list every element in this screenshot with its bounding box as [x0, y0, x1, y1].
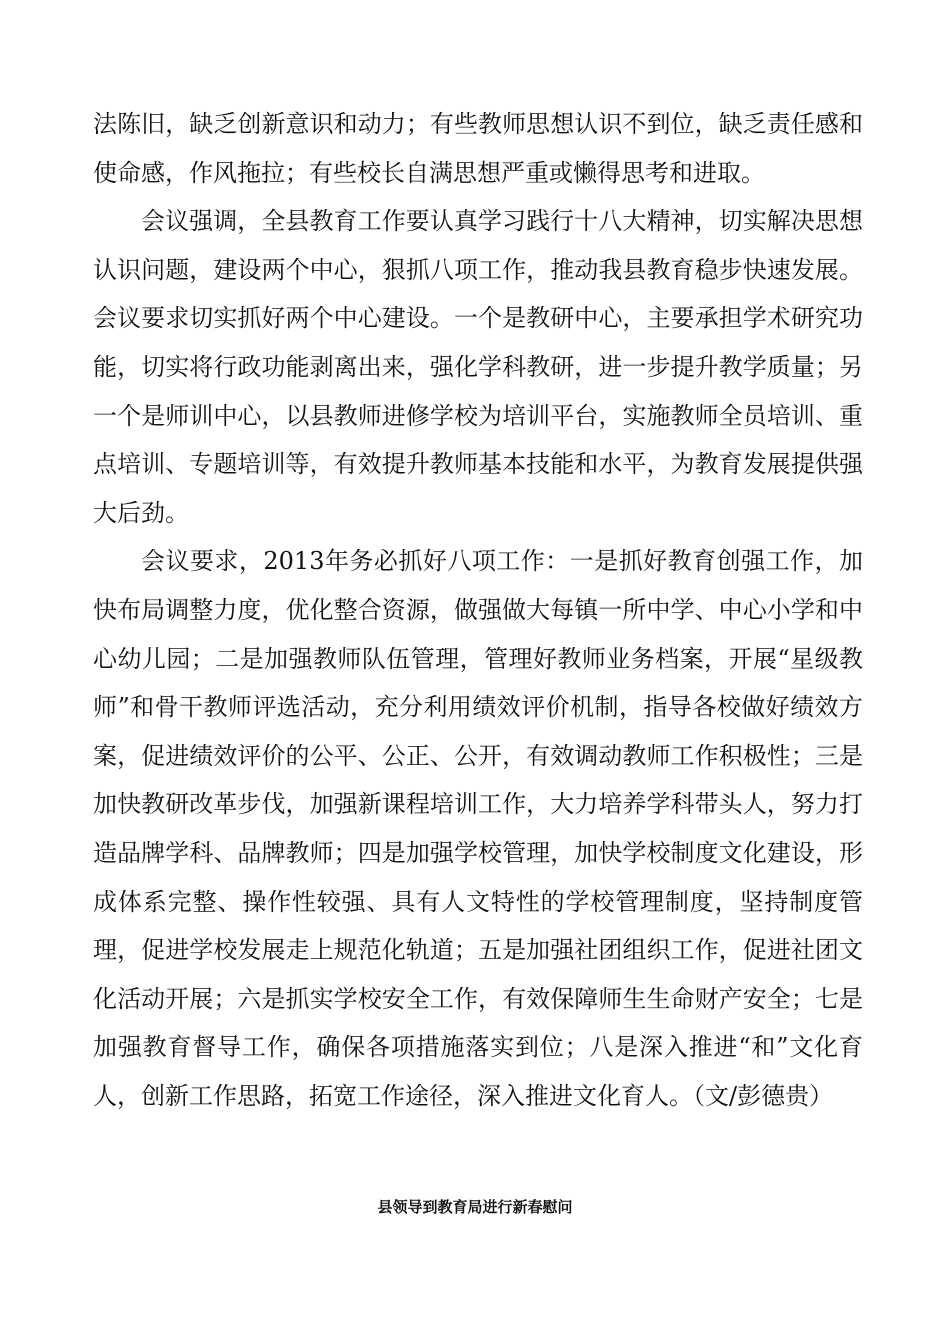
paragraph-continued: 法陈旧，缺乏创新意识和动力；有些教师思想认识不到位，缺乏责任感和使命感，作风拖拉；有些校长自满思想严重或懒得思考和进取。: [93, 110, 863, 187]
paragraph-eight-tasks: 会议要求，2013年务必抓好八项工作：一是抓好教育创强工作，加快布局调整力度，优化整合资源，做强做大每镇一所中学、中心小学和中心幼儿园；二是加强教师队伍管理，管理好教师业务档案，开展“星级教师”和骨干教师评选活动，充分利用绩效评价机制，指导各校做好绩效方案，促进绩效评价的公平、公正、公开，有效调动教师工作积极性；三是加快教研改革步伐，加强新课程培训工作，大力培养学科带头人，努力打造品牌学科、品牌教师；四是加强学校管理，加快学校制度文化建设，形成体系完整、操作性较强、具有人文特性的学校管理制度，坚持制度管理，促进学校发展走上规范化轨道；五是加强社团组织工作，促进社团文化活动开展；六是抓实学校安全工作，有效保障师生生命财产安全；七是加强教育督导工作，确保各项措施落实到位；八是深入推进“和”文化育人，创新工作思路，拓宽工作途径，深入推进文化育人。（文/彭德贵）: [93, 547, 863, 1110]
next-article-heading: 县领导到教育局进行新春慰问: [377, 1198, 573, 1216]
article-body: [93, 100, 863, 1120]
paragraph-meeting-emphasis: 会议强调，全县教育工作要认真学习践行十八大精神，切实解决思想认识问题，建设两个中心，狠抓八项工作，推动我县教育稳步快速发展。会议要求切实抓好两个中心建设。一个是教研中心，主要承担学术研究功能，切实将行政功能剥离出来，强化学科教研，进一步提升教学质量；另一个是师训中心，以县教师进修学校为培训平台，实施教师全员培训、重点培训、专题培训等，有效提升教师基本技能和水平，为教育发展提供强大后劲。: [93, 207, 863, 527]
